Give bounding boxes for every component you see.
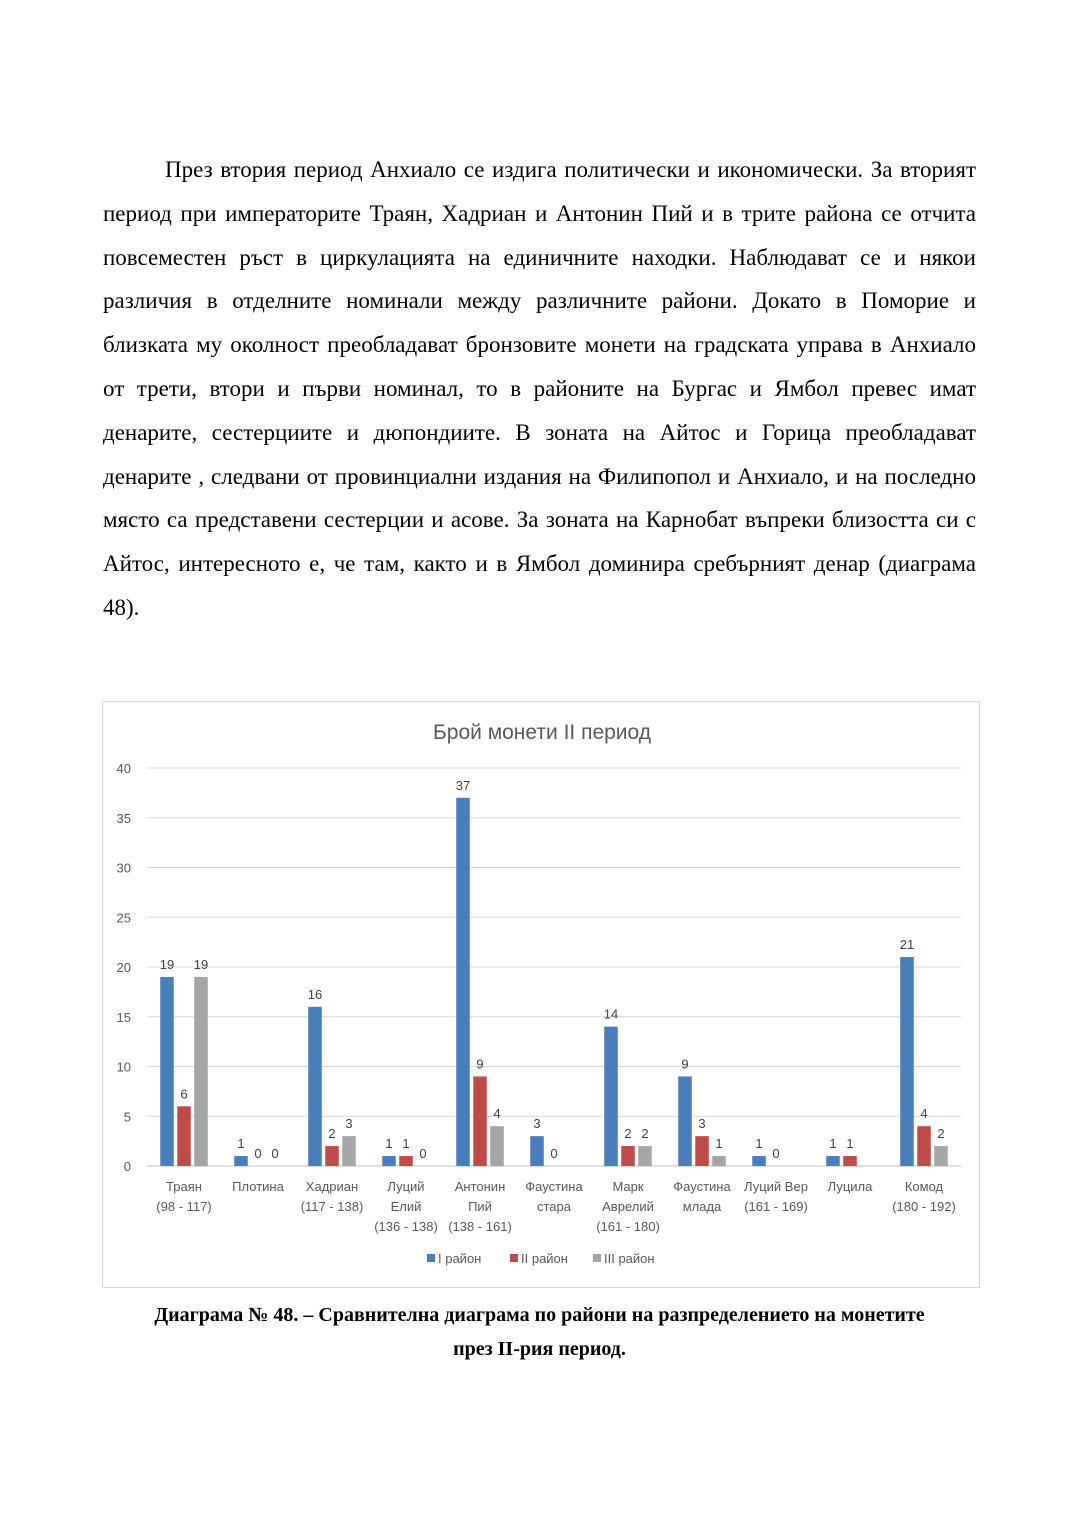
bar-2 <box>621 1146 635 1166</box>
data-label: 0 <box>419 1146 427 1161</box>
data-label: 3 <box>533 1116 541 1132</box>
x-tick-label: (117 - 138) <box>300 1199 364 1214</box>
x-tick-label: Луцила <box>827 1179 873 1194</box>
x-tick-label: (136 - 138) <box>374 1219 438 1234</box>
chart-container <box>102 701 980 1288</box>
y-tick-label: 15 <box>116 1009 131 1025</box>
legend-swatch-2 <box>510 1254 518 1262</box>
x-tick-label: стара <box>537 1199 571 1214</box>
data-label: 2 <box>937 1126 945 1142</box>
x-tick-label: Комод <box>904 1179 944 1194</box>
x-tick-label: Пий <box>468 1199 492 1214</box>
data-label: 1 <box>846 1136 854 1152</box>
legend-label: III район <box>604 1251 655 1266</box>
data-label: 0 <box>254 1146 262 1161</box>
bar-1 <box>308 1007 322 1166</box>
bar-1 <box>456 798 470 1166</box>
x-tick-label: Антонин <box>454 1179 506 1194</box>
y-tick-label: 20 <box>116 960 131 975</box>
y-tick-label: 25 <box>116 910 131 926</box>
bar-1 <box>382 1156 396 1166</box>
caption-line-2: през II-рия период. <box>453 1338 626 1360</box>
bar-1 <box>604 1027 618 1166</box>
figure-caption <box>103 1298 976 1366</box>
x-tick-label: (138 - 161) <box>448 1219 512 1234</box>
data-label: 0 <box>550 1146 558 1161</box>
data-label: 0 <box>772 1146 780 1161</box>
x-tick-label: Аврелий <box>602 1199 654 1214</box>
y-tick-label: 0 <box>123 1159 131 1174</box>
data-label: 2 <box>328 1126 336 1142</box>
data-label: 37 <box>455 777 471 793</box>
bar-1 <box>160 977 174 1166</box>
bar-2 <box>399 1156 413 1166</box>
chart-title: Брой монети II период <box>432 721 652 744</box>
y-tick-label: 30 <box>116 860 131 876</box>
caption-line-1: Диаграма № 48. – Сравнителна диаграма по райони на разпределението на монетите <box>154 1304 925 1326</box>
bar-3 <box>194 977 208 1166</box>
bar-2 <box>917 1126 931 1166</box>
bar-2 <box>325 1146 339 1166</box>
bar-1 <box>826 1156 840 1166</box>
data-label: 3 <box>698 1116 706 1132</box>
data-label: 16 <box>307 986 323 1002</box>
data-label: 1 <box>755 1136 763 1152</box>
data-label: 2 <box>624 1126 632 1142</box>
x-tick-label: Луций Вер <box>744 1179 808 1194</box>
data-label: 14 <box>603 1006 619 1022</box>
data-label: 9 <box>476 1056 484 1072</box>
y-tick-label: 40 <box>116 761 131 776</box>
x-tick-label: Фаустина <box>525 1179 583 1194</box>
data-label: 2 <box>641 1126 649 1142</box>
x-tick-label: Фаустина <box>673 1179 731 1194</box>
bar-2 <box>695 1136 709 1166</box>
bar-3 <box>490 1126 504 1166</box>
bar-2 <box>843 1156 857 1166</box>
body-paragraph: През втория период Анхиало се издига политически и икономически. За вторият период при императорите Траян, Хадриан и Антонин Пий и в трите района се отчита повсеместен ръст в циркулацията на единичните находки. Наблюдават се и някои различия в отделните номинали между различните райони. Докато в Поморие и близката му околност преобладават бронзовите монети на градската управа в Анхиало от трети, втори и първи номинал, то в районите на Бургас и Ямбол превес имат денарите, сестерциите и дюпондиите. В зоната на Айтос и Горица преобладават денарите , следвани от провинциални издания на Филипопол и Анхиало, и на последно място са представени сестерции и асове. За зоната на Карнобат въпреки близостта си с Айтос, интересното е, че там, както и в Ямбол доминира сребърният денар (диаграма 48). <box>103 157 976 620</box>
data-label: 6 <box>180 1086 188 1102</box>
data-label: 0 <box>271 1146 279 1161</box>
data-label: 19 <box>193 956 209 972</box>
x-tick-label: (180 - 192) <box>892 1199 956 1214</box>
x-tick-label: Траян <box>166 1179 202 1194</box>
x-tick-label: Луций <box>387 1179 425 1194</box>
data-label: 1 <box>829 1136 837 1152</box>
bar-1 <box>900 957 914 1166</box>
data-label: 4 <box>920 1106 928 1122</box>
x-tick-label: млада <box>682 1199 722 1214</box>
x-tick-label: (161 - 169) <box>744 1199 808 1214</box>
x-tick-label: Плотина <box>232 1179 284 1194</box>
y-tick-label: 35 <box>116 810 131 826</box>
y-tick-label: 10 <box>116 1059 131 1075</box>
bar-1 <box>752 1156 766 1166</box>
y-tick-label: 5 <box>123 1109 131 1125</box>
bar-1 <box>530 1136 544 1166</box>
bar-2 <box>177 1106 191 1166</box>
data-label: 1 <box>715 1136 723 1152</box>
legend-label: II район <box>521 1251 568 1266</box>
data-label: 9 <box>681 1056 689 1072</box>
data-label: 1 <box>237 1136 245 1152</box>
bar-2 <box>473 1076 487 1166</box>
x-tick-label: Марк <box>612 1179 644 1194</box>
x-tick-label: (98 - 117) <box>156 1199 212 1214</box>
bar-3 <box>638 1146 652 1166</box>
bar-3 <box>342 1136 356 1166</box>
x-tick-label: Елий <box>390 1199 422 1214</box>
legend-swatch-3 <box>593 1254 601 1262</box>
data-label: 1 <box>402 1136 410 1152</box>
bar-3 <box>712 1156 726 1166</box>
bar-1 <box>678 1076 692 1166</box>
x-tick-label: (161 - 180) <box>596 1219 660 1234</box>
data-label: 21 <box>899 937 915 953</box>
bar-chart <box>103 702 981 1289</box>
legend-swatch-1 <box>427 1254 435 1262</box>
bar-1 <box>234 1156 248 1166</box>
bar-3 <box>934 1146 948 1166</box>
data-label: 4 <box>493 1106 501 1122</box>
data-label: 19 <box>159 956 175 972</box>
legend-label: I район <box>438 1251 482 1266</box>
x-tick-label: Хадриан <box>305 1179 359 1194</box>
data-label: 1 <box>385 1136 393 1152</box>
data-label: 3 <box>345 1116 353 1132</box>
